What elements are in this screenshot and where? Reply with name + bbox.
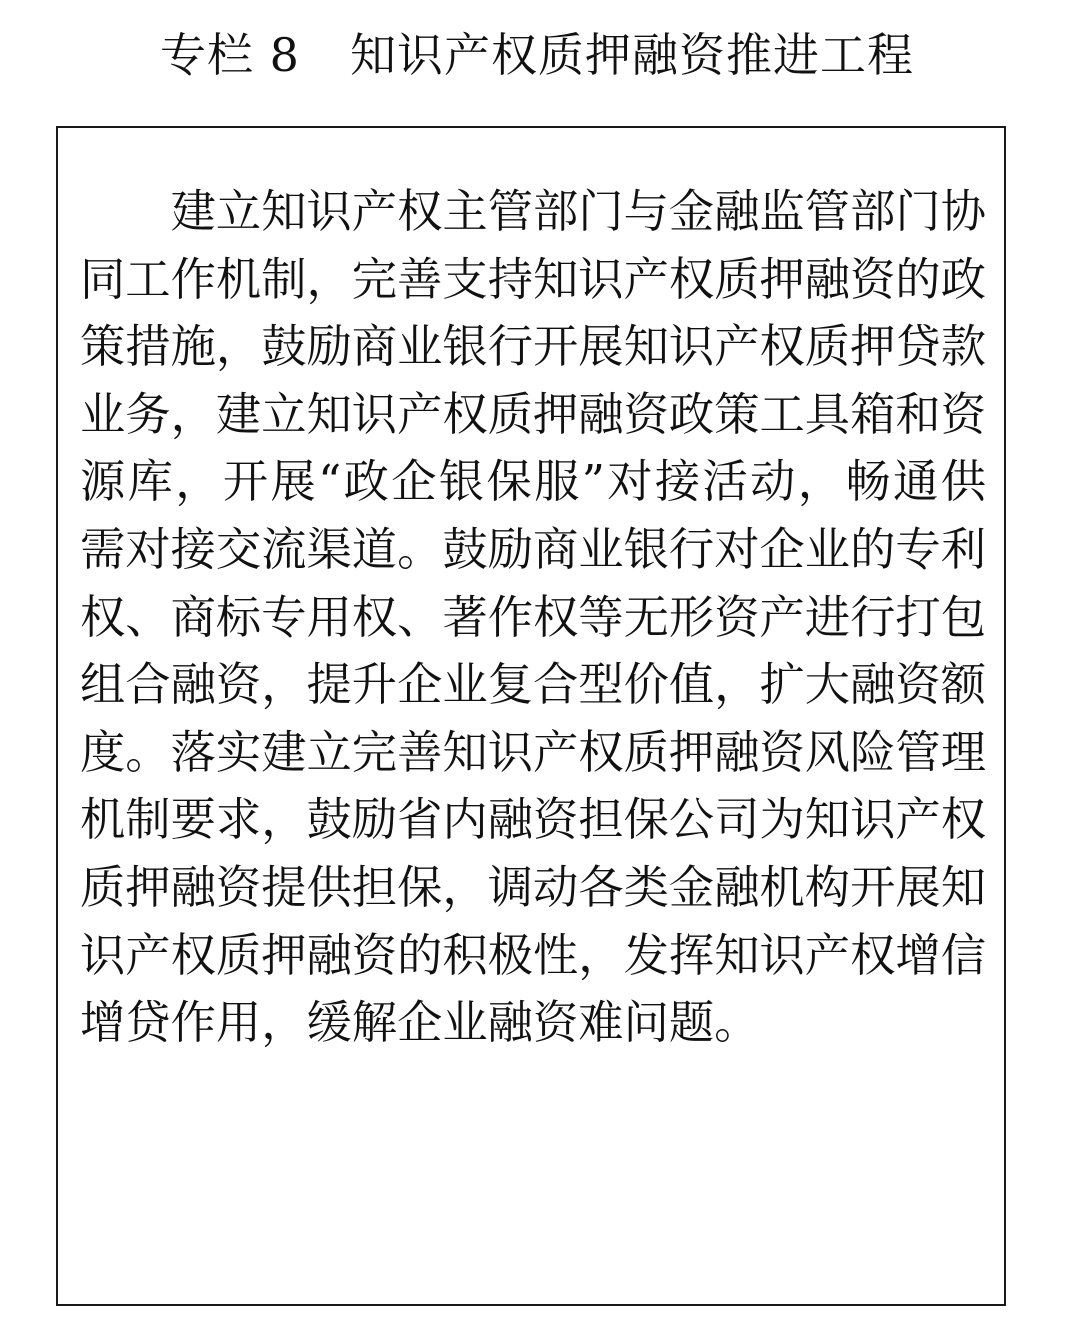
content-box: [56, 126, 1006, 1306]
column-label: 专栏 8: [160, 28, 300, 82]
column-title: 知识产权质押融资推进工程: [349, 28, 914, 82]
page-title: [0, 22, 1074, 88]
box-paragraph: 建立知识产权主管部门与金融监管部门协同工作机制，完善支持知识产权质押融资的政策措施，鼓励商业银行开展知识产权质押贷款业务，建立知识产权质押融资政策工具箱和资源库，开展“政企银保服”对接活动，畅通供需对接交流渠道。鼓励商业银行对企业的专利权、商标专用权、著作权等无形资产进行打包组合融资，提升企业复合型价值，扩大融资额度。落实建立完善知识产权质押融资风险管理机制要求，鼓励省内融资担保公司为知识产权质押融资提供担保，调动各类金融机构开展知识产权质押融资的积极性，发挥知识产权增信增贷作用，缓解企业融资难问题。: [80, 185, 986, 1050]
